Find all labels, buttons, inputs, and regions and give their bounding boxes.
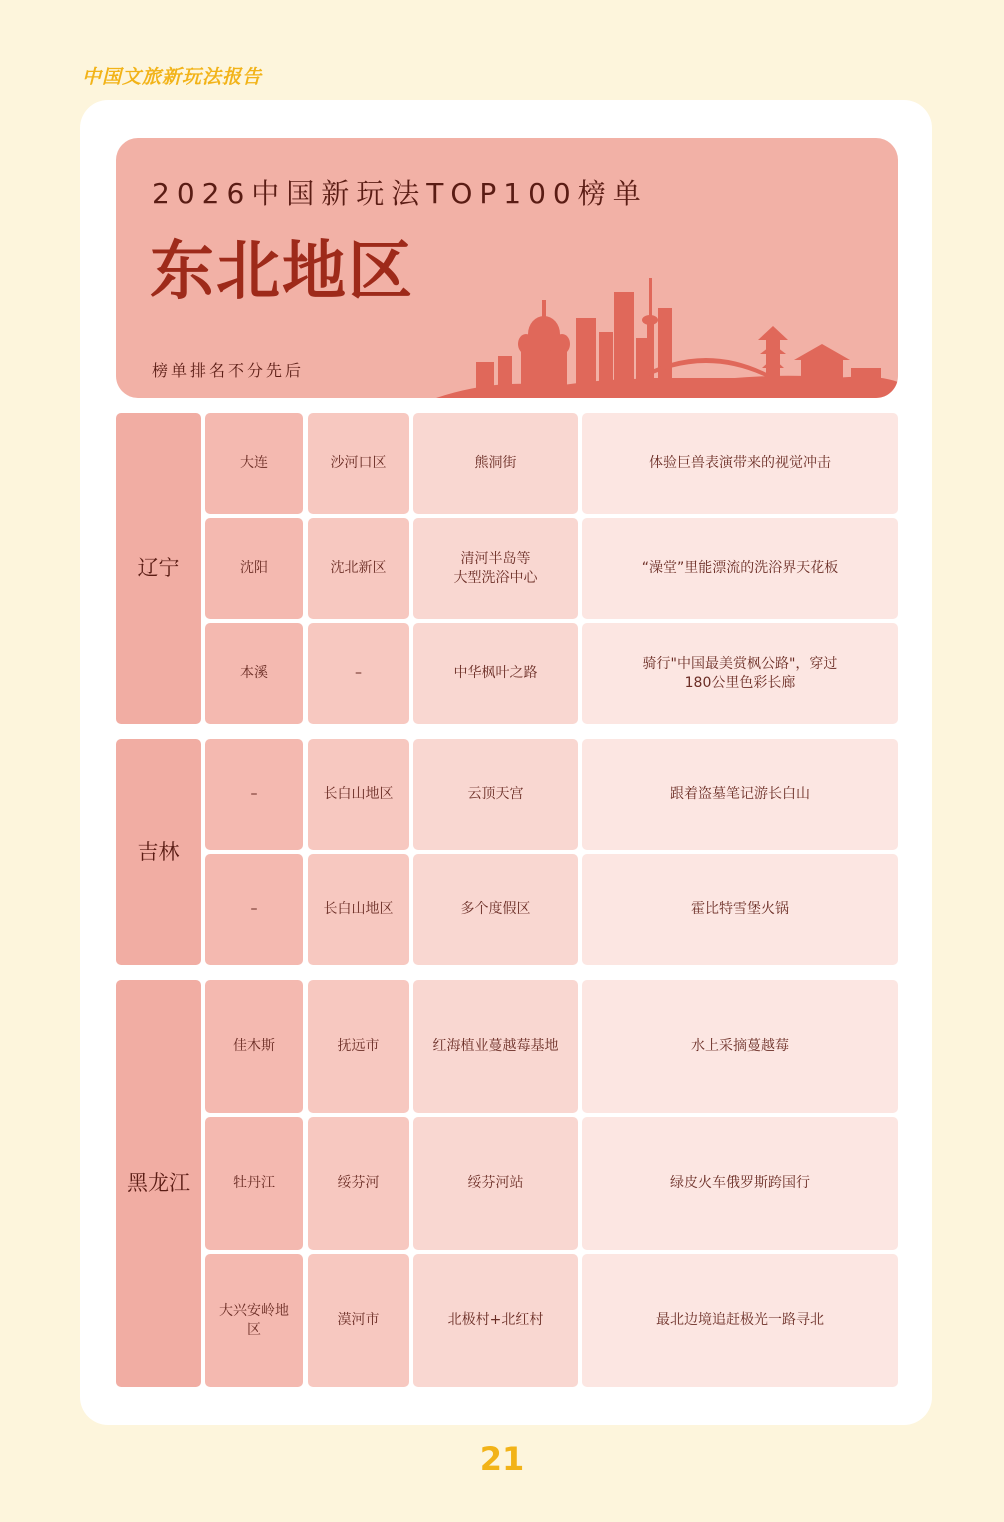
spot-cell: 中华枫叶之路 <box>413 623 578 724</box>
province-cell: 黑龙江 <box>116 980 201 1387</box>
district-cell: 沙河口区 <box>308 413 409 514</box>
district-cell: 抚远市 <box>308 980 409 1113</box>
city-cell: – <box>205 739 303 850</box>
district-cell: 漠河市 <box>308 1254 409 1387</box>
city-cell: 沈阳 <box>205 518 303 619</box>
description-cell: 跟着盗墓笔记游长白山 <box>582 739 898 850</box>
spot-cell: 红海植业蔓越莓基地 <box>413 980 578 1113</box>
description-cell: 霍比特雪堡火锅 <box>582 854 898 965</box>
city-skyline-illustration <box>436 278 898 398</box>
province-cell: 吉林 <box>116 739 201 965</box>
banner-title: 东北地区 <box>150 235 414 309</box>
description-cell: 最北边境追赶极光一路寻北 <box>582 1254 898 1387</box>
city-cell: – <box>205 854 303 965</box>
district-cell: 长白山地区 <box>308 854 409 965</box>
district-cell: 长白山地区 <box>308 739 409 850</box>
banner <box>116 138 898 398</box>
description-cell: 骑行"中国最美赏枫公路"，穿过 180公里色彩长廊 <box>582 623 898 724</box>
spot-cell: 云顶天宫 <box>413 739 578 850</box>
description-cell: “澡堂”里能漂流的洗浴界天花板 <box>582 518 898 619</box>
page-number: 21 <box>479 1440 525 1478</box>
description-cell: 绿皮火车俄罗斯跨国行 <box>582 1117 898 1250</box>
district-cell: – <box>308 623 409 724</box>
city-cell: 大兴安岭地区 <box>205 1254 303 1387</box>
district-cell: 绥芬河 <box>308 1117 409 1250</box>
city-cell: 大连 <box>205 413 303 514</box>
spot-cell: 清河半岛等 大型洗浴中心 <box>413 518 578 619</box>
banner-subtitle: 2026中国新玩法TOP100榜单 <box>152 177 648 210</box>
city-cell: 牡丹江 <box>205 1117 303 1250</box>
description-cell: 水上采摘蔓越莓 <box>582 980 898 1113</box>
spot-cell: 多个度假区 <box>413 854 578 965</box>
city-cell: 佳木斯 <box>205 980 303 1113</box>
province-cell: 辽宁 <box>116 413 201 724</box>
district-cell: 沈北新区 <box>308 518 409 619</box>
description-cell: 体验巨兽表演带来的视觉冲击 <box>582 413 898 514</box>
banner-note: 榜单排名不分先后 <box>152 361 305 380</box>
spot-cell: 北极村+北红村 <box>413 1254 578 1387</box>
report-title: 中国文旅新玩法报告 <box>82 66 263 88</box>
spot-cell: 熊洞街 <box>413 413 578 514</box>
city-cell: 本溪 <box>205 623 303 724</box>
spot-cell: 绥芬河站 <box>413 1117 578 1250</box>
